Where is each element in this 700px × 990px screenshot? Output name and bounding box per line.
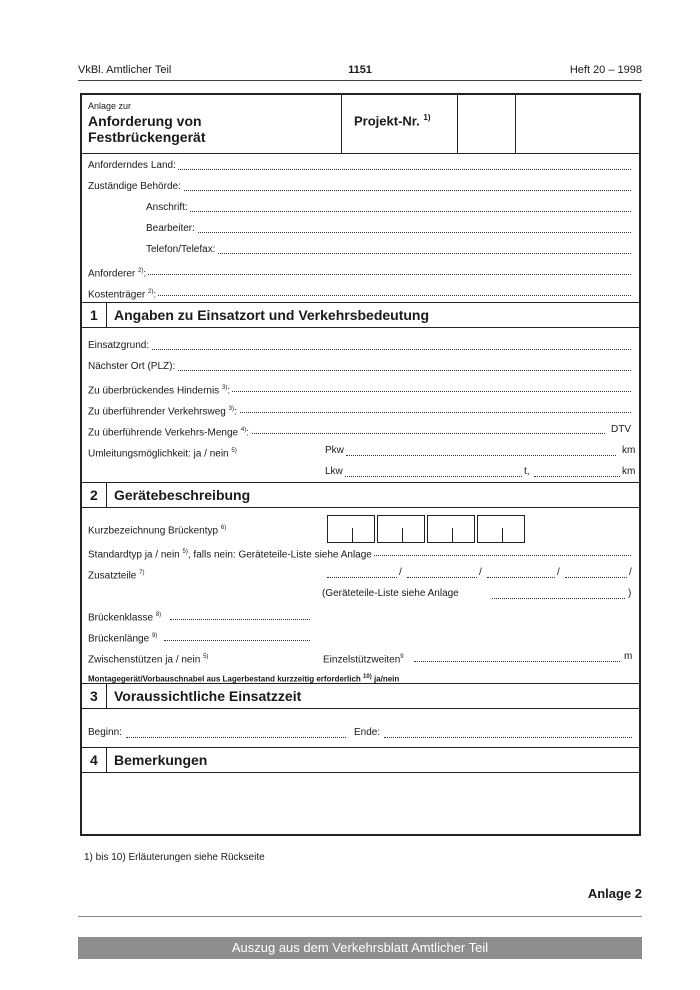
field-verkehrsweg[interactable]: Zu überführender Verkehrsweg $^{3)}$: (88, 402, 631, 416)
geraeteliste-field[interactable] (492, 598, 625, 599)
zusatzteile-field-4[interactable] (565, 577, 627, 578)
slash-4: / (629, 567, 632, 578)
brueckenklasse-label: Brückenklasse $^{8)}$ (88, 612, 162, 624)
bemerkungen-field[interactable] (82, 774, 639, 834)
section-2-title: Gerätebeschreibung (114, 487, 251, 503)
brueckenlaenge-label: Brückenlänge $^{9)}$ (88, 633, 158, 645)
section-2-header: 2 Gerätebeschreibung (82, 482, 639, 508)
ende-label: Ende: (354, 727, 381, 738)
field-hindernis[interactable]: Zu überbrückendes Hindernis $^{3)}$: (88, 381, 631, 395)
lkw-label: Lkw (325, 466, 343, 477)
field-verkehrsmenge[interactable]: Zu überführende Verkehrs-Menge $^{4)}$: DTV (88, 424, 631, 439)
einzelstuetzweiten-label: Einzelstützweiten$^9$ (323, 654, 404, 666)
ende-field[interactable] (384, 737, 632, 738)
lkw-km-unit: km (622, 466, 636, 477)
einzelstuetzweiten-field[interactable] (414, 661, 620, 662)
code-box-3[interactable] (427, 515, 475, 543)
field-naechster-ort[interactable]: Nächster Ort (PLZ): (88, 360, 631, 374)
field-einsatzgrund[interactable]: Einsatzgrund: (88, 339, 631, 353)
page-header (78, 64, 642, 80)
slash-3: / (557, 567, 560, 578)
lkw-tons-unit: t, (524, 466, 530, 477)
form-title-box (82, 95, 639, 154)
brueckenlaenge-field[interactable] (164, 640, 310, 641)
zusatzteile-field-2[interactable] (407, 577, 477, 578)
zwischenstuetzen-label: Zwischenstützen ja / nein $^{5)}$ (88, 654, 209, 666)
field-kostentraeger[interactable]: Kostenträger $^{2)}$: (88, 285, 631, 299)
field-anschrift[interactable]: Anschrift: (146, 201, 631, 215)
project-number-label: Projekt-Nr. $^{1)}$ (354, 113, 431, 129)
code-box-4[interactable] (477, 515, 525, 543)
anlage-label: Anlage 2 (587, 886, 642, 901)
header-publication: VkBl. Amtlicher Teil (78, 64, 172, 76)
field-anforderer[interactable]: Anforderer $^{2)}$: (88, 264, 631, 278)
field-standardtyp[interactable]: Standardtyp ja / nein $^{5)}$, falls nein: Geräteteile-Liste siehe Anlage (88, 545, 631, 559)
zusatzteile-field-3[interactable] (487, 577, 555, 578)
form-title-line1: Anforderung von (88, 113, 202, 129)
request-form (80, 93, 641, 836)
header-rule (78, 80, 642, 81)
code-box-2[interactable] (377, 515, 425, 543)
field-telefon[interactable]: Telefon/Telefax: (146, 243, 631, 257)
lkw-tons-field[interactable] (345, 476, 522, 477)
beginn-label: Beginn: (88, 727, 122, 738)
section-1-title: Angaben zu Einsatzort und Verkehrsbedeutung (114, 307, 430, 323)
kurzbezeichnung-label: Kurzbezeichnung Brückentyp $^{6)}$ (88, 525, 227, 537)
field-zustaendige-behoerde[interactable]: Zuständige Behörde: (88, 180, 631, 194)
project-number-field-1[interactable] (457, 95, 458, 153)
section-4-header: 4 Bemerkungen (82, 747, 639, 773)
section-1-header: 1 Angaben zu Einsatzort und Verkehrsbedeutung (82, 302, 639, 328)
form-title (88, 113, 205, 145)
zusatzteile-label: Zusatzteile $^{7)}$ (88, 570, 145, 582)
project-number-field-2[interactable] (515, 95, 516, 153)
field-anforderndes-land[interactable]: Anforderndes Land: (88, 159, 631, 173)
lkw-km-field[interactable] (534, 476, 620, 477)
section-4-title: Bemerkungen (114, 752, 208, 768)
header-issue: Heft 20 – 1998 (569, 64, 642, 76)
section-3-title: Voraussichtliche Einsatzzeit (114, 688, 302, 704)
umleitung-label: Umleitungsmöglichkeit: ja / nein $^{5)}$ (88, 448, 237, 460)
einzelstuetzweiten-unit: m (624, 651, 633, 662)
header-page-number: 1151 (348, 64, 372, 76)
bottom-rule (78, 916, 642, 917)
beginn-field[interactable] (126, 737, 346, 738)
montagegeraet-note: Montagegerät/Vorbauschnabel aus Lagerbestand kurzzeitig erforderlich $^{10)}$ ja/nein (88, 674, 400, 684)
dtv-unit: DTV (611, 424, 631, 435)
pkw-label: Pkw (325, 445, 344, 456)
footnote: 1) bis 10) Erläuterungen siehe Rückseite (84, 852, 265, 863)
form-title-line2: Festbrückengerät (88, 129, 206, 145)
pkw-km-unit: km (622, 445, 636, 456)
slash-1: / (399, 567, 402, 578)
paren-close: ) (628, 588, 632, 599)
field-bearbeiter[interactable]: Bearbeiter: (146, 222, 631, 236)
brueckentyp-code-boxes[interactable] (327, 515, 527, 543)
geraeteliste-label: (Geräteteile-Liste siehe Anlage (322, 588, 459, 599)
brueckenklasse-field[interactable] (170, 619, 310, 620)
pkw-field[interactable] (346, 455, 616, 456)
publication-banner: Auszug aus dem Verkehrsblatt Amtlicher Teil (78, 937, 642, 959)
title-prefix: Anlage zur (88, 101, 132, 111)
section-3-header: 3 Voraussichtliche Einsatzzeit (82, 683, 639, 709)
zusatzteile-field-1[interactable] (327, 577, 397, 578)
slash-2: / (479, 567, 482, 578)
title-divider (341, 95, 342, 153)
code-box-1[interactable] (327, 515, 375, 543)
